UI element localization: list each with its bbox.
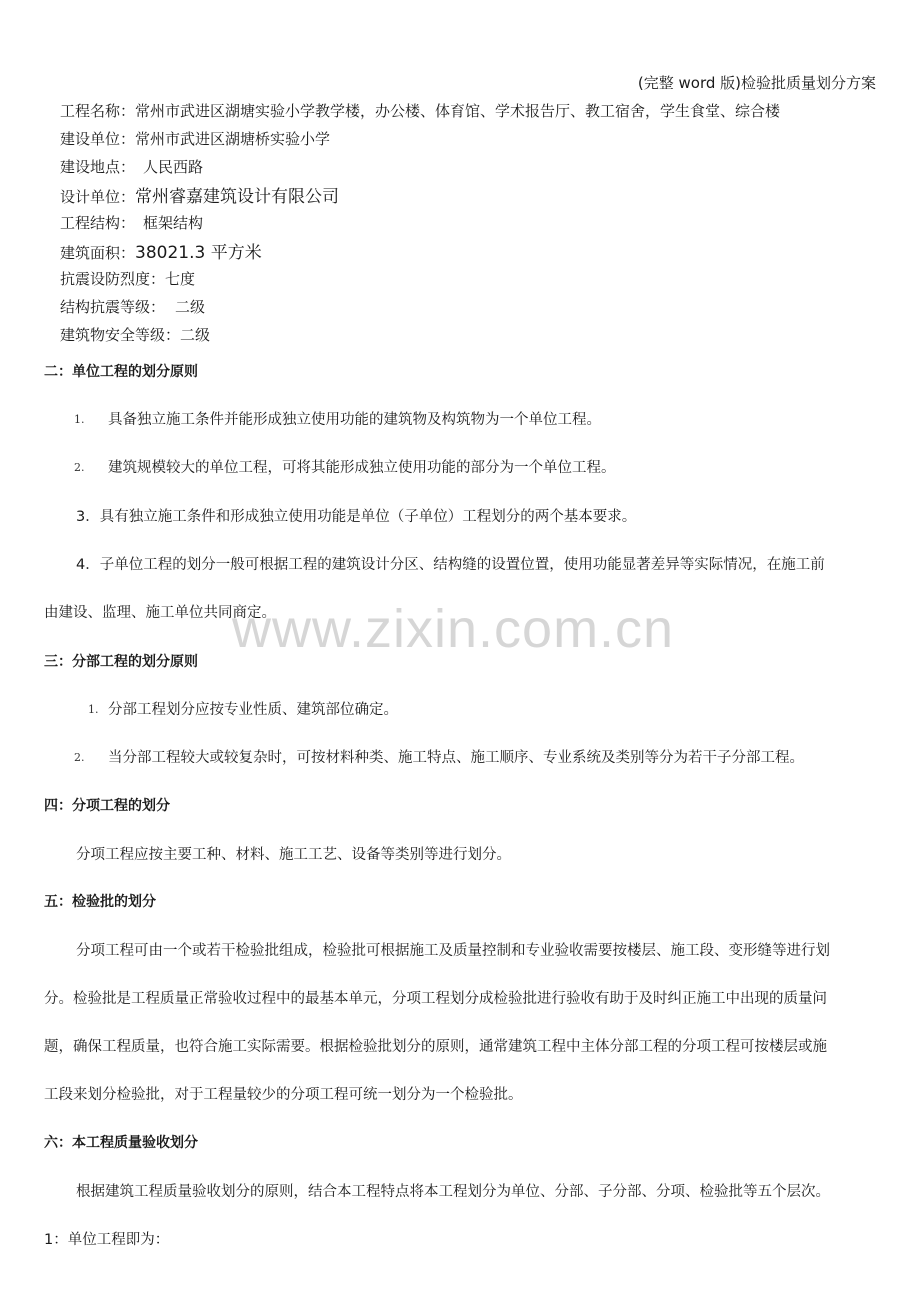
- seismic-grade-line: [60, 296, 205, 317]
- client-label: 建设单位：: [60, 130, 136, 148]
- section-5-line-1: 分项工程可由一个或若干检验批组成，检验批可根据施工及质量控制和专业验收需要按楼层、施工段、变形缝等进行划: [76, 943, 830, 959]
- area-value: 38021.3 平方米: [135, 243, 262, 263]
- area-line: [60, 238, 262, 263]
- watermark: www.zixin.com.cn: [232, 599, 675, 659]
- section-2-item-1: 具备独立施工条件并能形成独立使用功能的建筑物及构筑物为一个单位工程。: [108, 412, 601, 428]
- seismic-grade-value: 二级: [175, 298, 206, 316]
- section-6-heading: 六：本工程质量验收划分: [44, 1135, 198, 1151]
- designer-label: 设计单位：: [60, 188, 136, 206]
- safety-grade: 建筑物安全等级：二级: [60, 326, 211, 344]
- section-5-line-2: 分。检验批是工程质量正常验收过程中的最基本单元，分项工程划分成检验批进行验收有助于及时纠正施工中出现的质量问: [44, 991, 827, 1007]
- location-value: 人民西路: [143, 158, 204, 176]
- location-line: [60, 156, 203, 177]
- structure-label: 工程结构：: [60, 214, 136, 232]
- section-5-line-4: 工段来划分检验批，对于工程量较少的分项工程可统一划分为一个检验批。: [44, 1087, 523, 1103]
- section-2-heading: 二：单位工程的划分原则: [44, 364, 198, 380]
- list-number: 1.: [74, 413, 85, 426]
- section-6-paragraph: 根据建筑工程质量验收划分的原则，结合本工程特点将本工程划分为单位、分部、子分部、分项、检验批等五个层次。: [76, 1184, 830, 1200]
- section-3-item-1: 分部工程划分应按专业性质、建筑部位确定。: [108, 702, 398, 718]
- project-name: 工程名称：常州市武进区湖塘实验小学教学楼，办公楼、体育馆、学术报告厅、教工宿舍，学生食堂、综合楼: [60, 102, 781, 120]
- designer-line: [60, 182, 339, 207]
- section-3-heading: 三：分部工程的划分原则: [44, 654, 198, 670]
- list-number: 2.: [74, 751, 85, 764]
- section-4-heading: 四：分项工程的划分: [44, 798, 170, 814]
- section-6-subheading-1: 1：单位工程即为：: [44, 1232, 170, 1248]
- client-value: 常州市武进区湖塘桥实验小学: [135, 130, 331, 148]
- designer-value: 常州睿嘉建筑设计有限公司: [135, 187, 340, 207]
- section-3-item-2: 当分部工程较大或较复杂时，可按材料种类、施工特点、施工顺序、专业系统及类别等分为若干子分部工程。: [108, 750, 804, 766]
- section-2-item-4-line-2: 由建设、监理、施工单位共同商定。: [44, 605, 276, 621]
- seismic-intensity: 抗震设防烈度：七度: [60, 270, 196, 288]
- list-number: 1.: [88, 703, 99, 716]
- document-header: (完整 word 版)检验批质量划分方案: [637, 74, 876, 92]
- section-5-heading: 五：检验批的划分: [44, 894, 156, 910]
- section-2-item-3: 3．具有独立施工条件和形成独立使用功能是单位（子单位）工程划分的两个基本要求。: [76, 509, 637, 525]
- seismic-grade-label: 结构抗震等级：: [60, 298, 166, 316]
- structure-line: [60, 212, 203, 233]
- section-4-paragraph: 分项工程应按主要工种、材料、施工工艺、设备等类别等进行划分。: [76, 847, 511, 863]
- client-line: [60, 128, 330, 149]
- section-2-item-2: 建筑规模较大的单位工程，可将其能形成独立使用功能的部分为一个单位工程。: [108, 460, 616, 476]
- area-label: 建筑面积：: [60, 244, 136, 262]
- list-number: 2.: [74, 461, 85, 474]
- section-5-line-3: 题，确保工程质量，也符合施工实际需要。根据检验批划分的原则，通常建筑工程中主体分部工程的分项工程可按楼层或施: [44, 1039, 827, 1055]
- section-2-item-4-line-1: 4．子单位工程的划分一般可根据工程的建筑设计分区、结构缝的设置位置，使用功能显著差异等实际情况，在施工前: [76, 557, 825, 573]
- location-label: 建设地点：: [60, 158, 136, 176]
- structure-value: 框架结构: [143, 214, 204, 232]
